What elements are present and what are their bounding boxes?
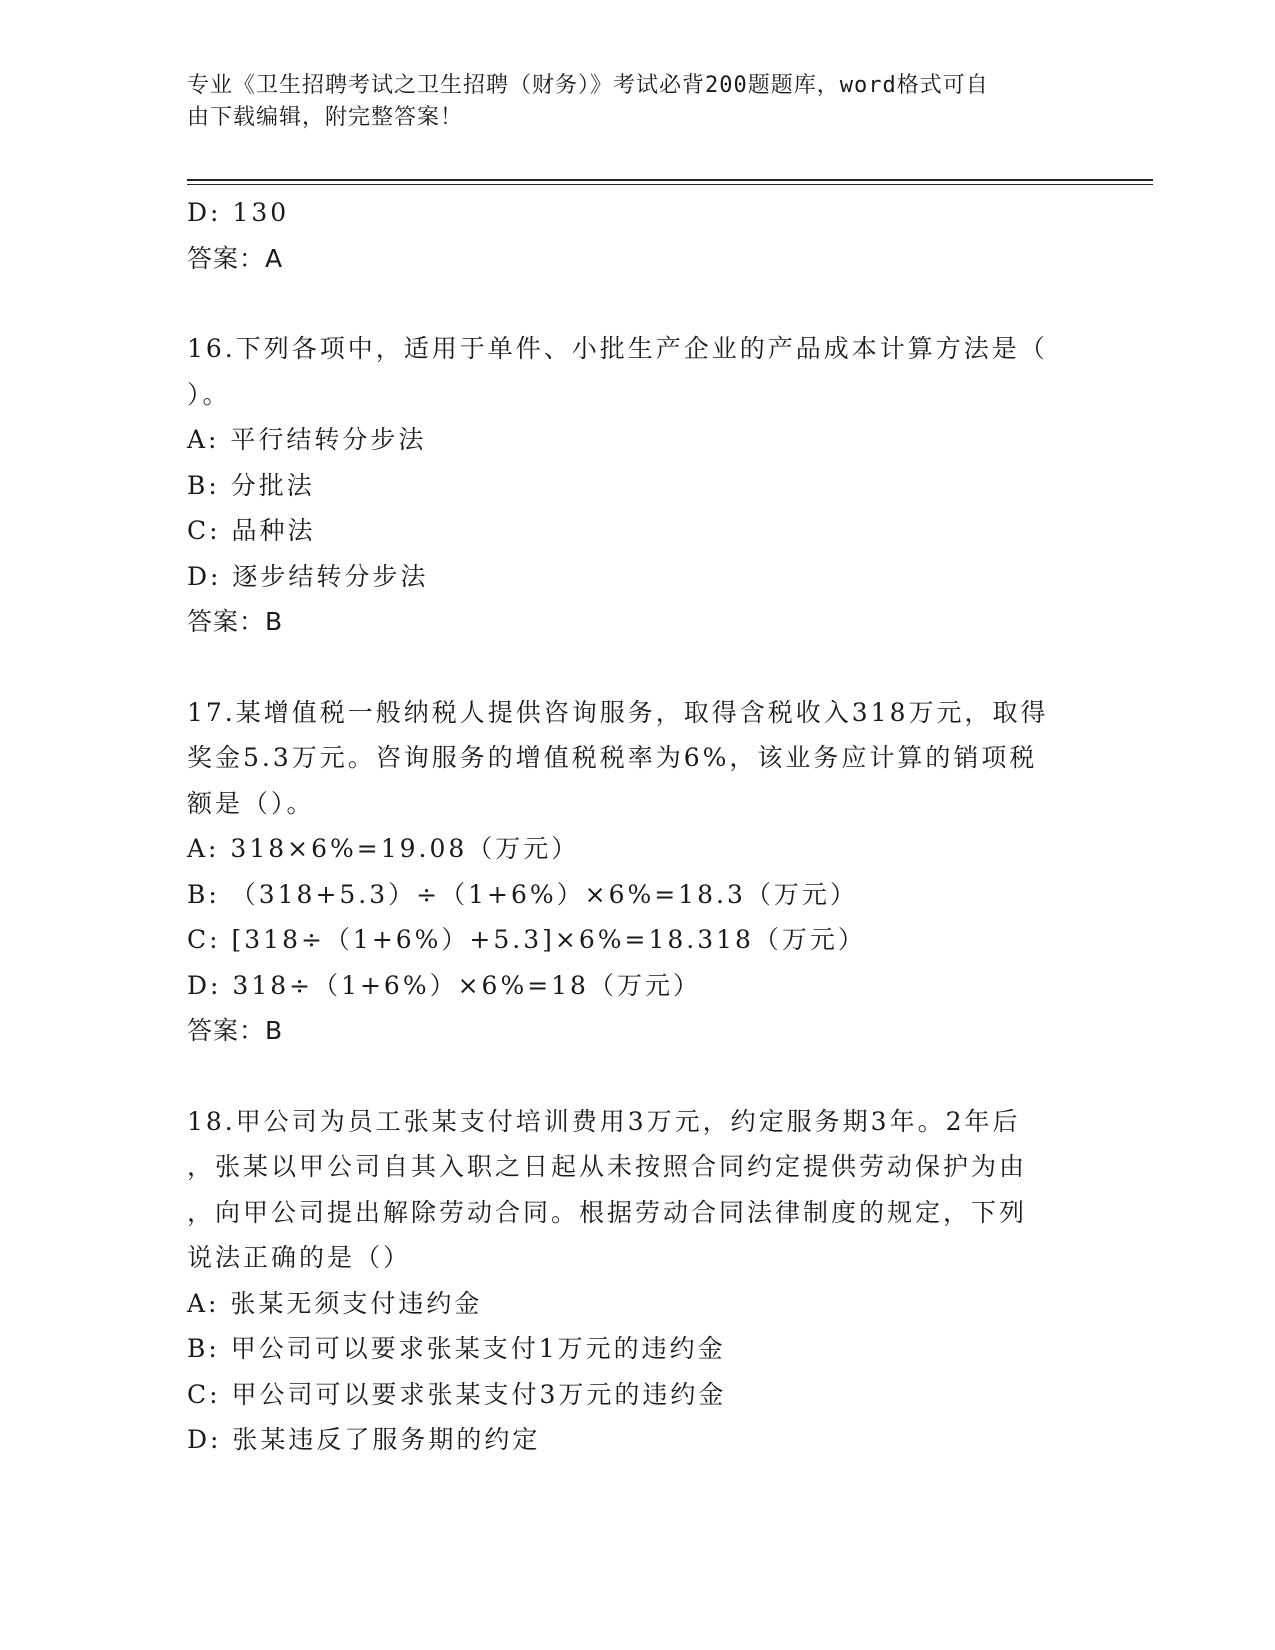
option-b: B: 甲公司可以要求张某支付1万元的违约金 [187, 1334, 726, 1363]
spacer [187, 1054, 1107, 1099]
header-line-2: 由下载编辑，附完整答案！ [187, 105, 464, 130]
question-stem: ）。 [187, 379, 231, 409]
question-content [187, 190, 1107, 1463]
option-a: A: 平行结转分步法 [187, 425, 427, 454]
question-stem: 18.甲公司为员工张某支付培训费用3万元，约定服务期3年。2年后 [187, 1106, 1021, 1136]
answer-label: 答案：B [187, 607, 284, 636]
question-stem: 17.某增值税一般纳税人提供咨询服务，取得含税收入318万元，取得 [187, 697, 1049, 727]
header-line-1: 专业《卫生招聘考试之卫生招聘（财务）》考试必背200题题库，word格式可自 [187, 73, 989, 98]
option-b: B: 分批法 [187, 470, 315, 500]
option-d: D: 逐步结转分步法 [187, 561, 429, 591]
question-stem: 说法正确的是（） [187, 1243, 412, 1272]
spacer [187, 645, 1107, 690]
option-c: C: 品种法 [187, 516, 316, 545]
answer-label: 答案：B [187, 1016, 284, 1045]
option-d: D: 张某违反了服务期的约定 [187, 1425, 541, 1454]
question-stem: 16.下列各项中，适用于单件、小批生产企业的产品成本计算方法是（ [187, 334, 1048, 363]
question-17 [187, 690, 1107, 1054]
question-stem: 奖金5.3万元。咨询服务的增值税税率为6%，该业务应计算的销项税 [187, 743, 1038, 772]
question-stem: ，张某以甲公司自其入职之日起从未按照合同约定提供劳动保护为由 [187, 1152, 1028, 1181]
previous-question-tail [187, 190, 1107, 281]
question-stem: 额是（）。 [187, 788, 315, 818]
option-d: D: 130 [187, 198, 290, 227]
option-a: A: 318×6%=19.08（万元） [187, 834, 580, 863]
option-c: C: 甲公司可以要求张某支付3万元的违约金 [187, 1379, 727, 1409]
option-d: D: 318÷（1+6%）×6%=18（万元） [187, 970, 701, 1000]
option-c: C: [318÷（1+6%）+5.3]×6%=18.318（万元） [187, 925, 866, 954]
header-divider-thick [187, 179, 1153, 181]
question-18 [187, 1099, 1107, 1463]
answer-label: 答案：A [187, 243, 284, 273]
option-b: B: （318+5.3）÷（1+6%）×6%=18.3（万元） [187, 879, 858, 909]
question-stem: ，向甲公司提出解除劳动合同。根据劳动合同法律制度的规定，下列 [187, 1197, 1028, 1227]
option-a: A: 张某无须支付违约金 [187, 1288, 483, 1318]
question-16 [187, 326, 1107, 645]
header-divider-thin [187, 184, 1153, 185]
document-header [187, 70, 1087, 134]
spacer [187, 281, 1107, 326]
